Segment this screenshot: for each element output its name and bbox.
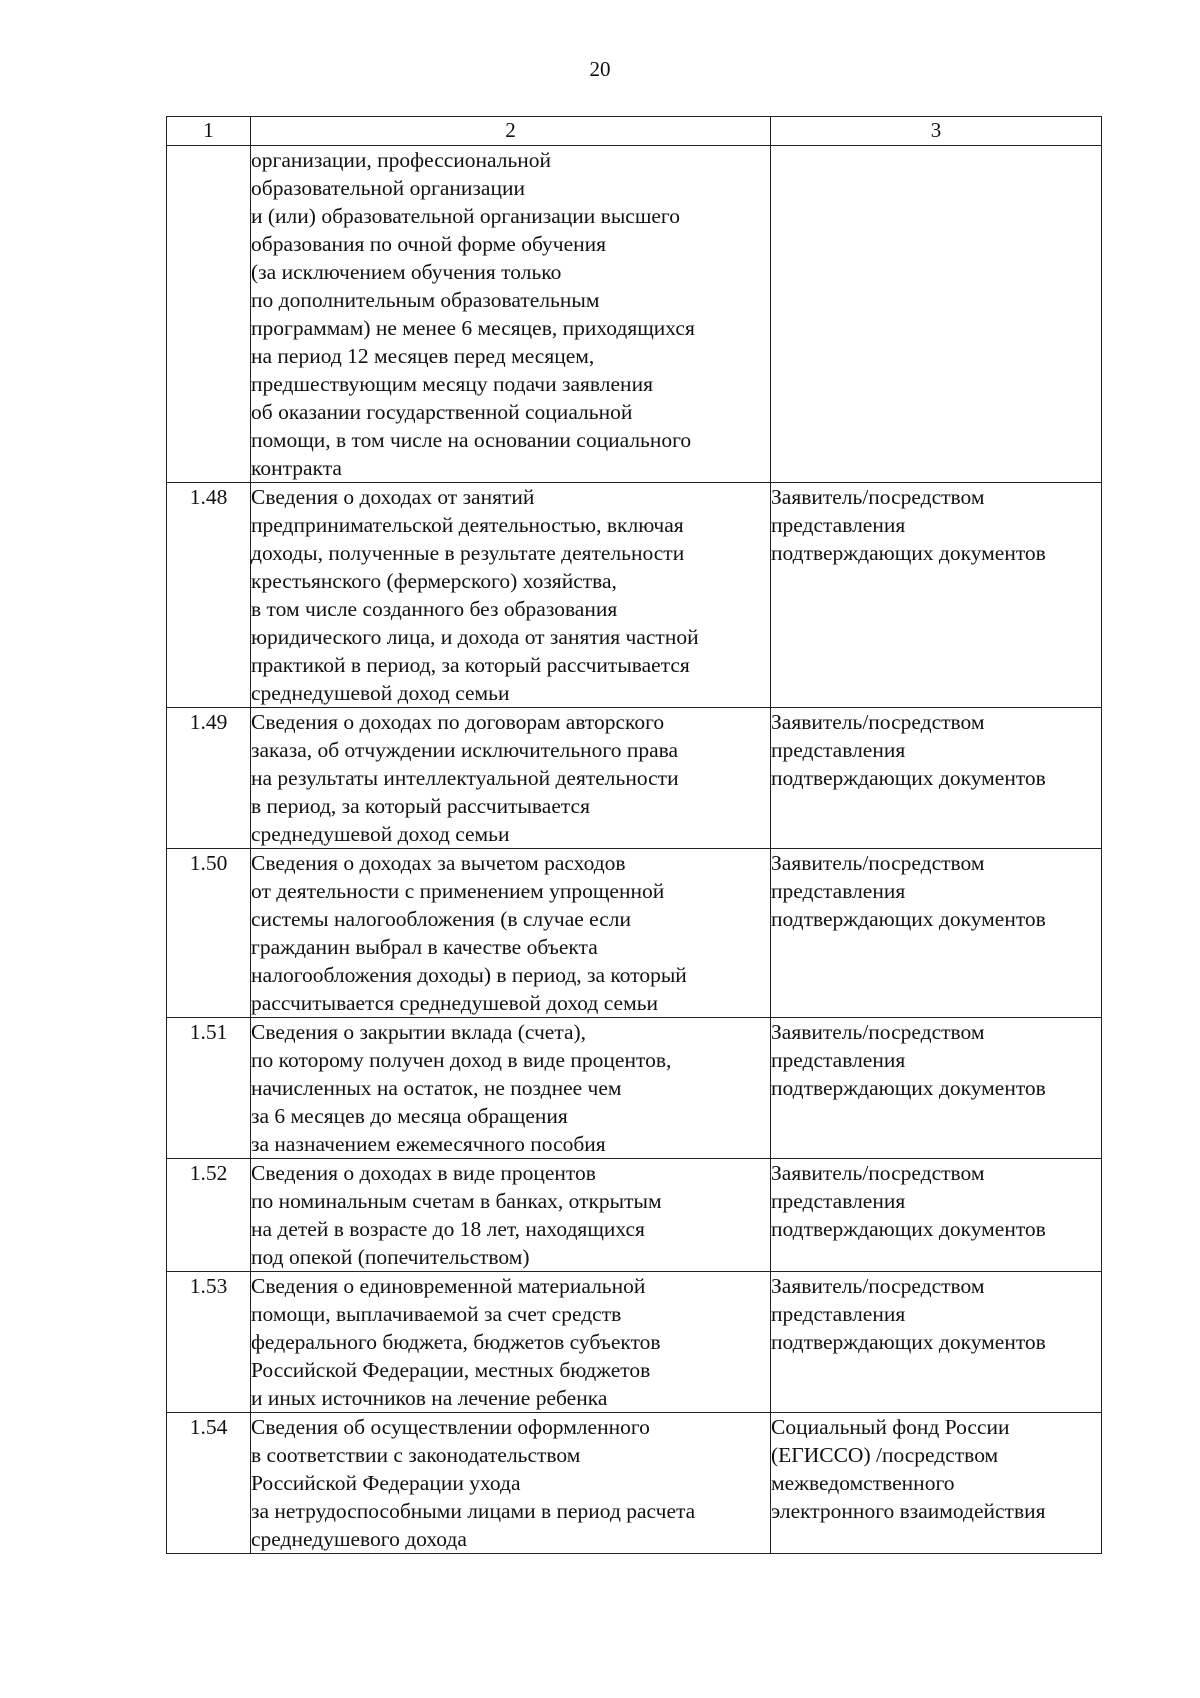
description-line: среднедушевой доход семьи <box>251 681 510 705</box>
description-line: практикой в период, за который рассчитывается <box>251 653 690 677</box>
row-description <box>251 849 771 1018</box>
source-line: Заявитель/посредством <box>771 851 985 875</box>
source-line: представления <box>771 1189 906 1213</box>
description-line: федерального бюджета, бюджетов субъектов <box>251 1330 661 1354</box>
description-line: в том числе созданного без образования <box>251 597 618 621</box>
description-line: в период, за который рассчитывается <box>251 794 590 818</box>
source-line: (ЕГИССО) /посредством <box>771 1443 999 1467</box>
table-row <box>167 1413 1102 1554</box>
description-line: юридического лица, и дохода от занятия частной <box>251 625 699 649</box>
header-row <box>167 117 1102 146</box>
table-row <box>167 483 1102 708</box>
description-line: помощи, выплачиваемой за счет средств <box>251 1302 622 1326</box>
description-line: в соответствии с законодательством <box>251 1443 581 1467</box>
description-line: контракта <box>251 456 342 480</box>
description-line: на период 12 месяцев перед месяцем, <box>251 344 595 368</box>
source-line: представления <box>771 738 906 762</box>
header-col-3: 3 <box>771 117 1102 146</box>
description-line: и иных источников на лечение ребенка <box>251 1386 608 1410</box>
row-number: 1.53 <box>167 1272 251 1413</box>
description-line: по которому получен доход в виде процентов, <box>251 1048 672 1072</box>
row-description <box>251 1272 771 1413</box>
row-source <box>771 849 1102 1018</box>
source-line: Заявитель/посредством <box>771 1274 985 1298</box>
description-line: за 6 месяцев до месяца обращения <box>251 1104 568 1128</box>
row-description <box>251 483 771 708</box>
source-line: подтверждающих документов <box>771 1217 1046 1241</box>
source-line: Заявитель/посредством <box>771 1161 985 1185</box>
description-line: образования по очной форме обучения <box>251 232 607 256</box>
header-col-2: 2 <box>251 117 771 146</box>
description-line: Сведения о доходах от занятий <box>251 485 535 509</box>
table-row <box>167 146 1102 483</box>
source-line: подтверждающих документов <box>771 1330 1046 1354</box>
table-row <box>167 1159 1102 1272</box>
page-number: 20 <box>589 57 611 81</box>
description-line: программам) не менее 6 месяцев, приходящихся <box>251 316 695 340</box>
source-line: Социальный фонд России <box>771 1415 1010 1439</box>
source-line: представления <box>771 879 906 903</box>
description-line: крестьянского (фермерского) хозяйства, <box>251 569 617 593</box>
source-line: межведомственного <box>771 1471 955 1495</box>
description-line: предшествующим месяцу подачи заявления <box>251 372 653 396</box>
row-description <box>251 1159 771 1272</box>
description-line: организации, профессиональной <box>251 148 552 172</box>
description-line: системы налогообложения (в случае если <box>251 907 632 931</box>
description-line: Российской Федерации ухода <box>251 1471 521 1495</box>
description-line: налогообложения доходы) в период, за который <box>251 963 687 987</box>
row-number: 1.54 <box>167 1413 251 1554</box>
description-line: Сведения о закрытии вклада (счета), <box>251 1020 587 1044</box>
description-line: Сведения о доходах по договорам авторского <box>251 710 665 734</box>
description-line: под опекой (попечительством) <box>251 1245 530 1269</box>
description-line: на детей в возрасте до 18 лет, находящихся <box>251 1217 645 1241</box>
row-number: 1.49 <box>167 708 251 849</box>
description-line: среднедушевого дохода <box>251 1527 467 1551</box>
row-description <box>251 1018 771 1159</box>
source-line: подтверждающих документов <box>771 766 1046 790</box>
source-line: электронного взаимодействия <box>771 1499 1046 1523</box>
source-line: представления <box>771 1048 906 1072</box>
description-line: Сведения о единовременной материальной <box>251 1274 646 1298</box>
description-line: за назначением ежемесячного пособия <box>251 1132 606 1156</box>
description-line: образовательной организации <box>251 176 525 200</box>
row-source <box>771 1159 1102 1272</box>
description-line: об оказании государственной социальной <box>251 400 633 424</box>
description-line: от деятельности с применением упрощенной <box>251 879 665 903</box>
row-number <box>167 146 251 483</box>
row-source <box>771 708 1102 849</box>
source-line: подтверждающих документов <box>771 907 1046 931</box>
row-number: 1.51 <box>167 1018 251 1159</box>
description-line: гражданин выбрал в качестве объекта <box>251 935 598 959</box>
description-line: помощи, в том числе на основании социального <box>251 428 692 452</box>
table-row <box>167 1018 1102 1159</box>
row-description <box>251 1413 771 1554</box>
header-col-1: 1 <box>167 117 251 146</box>
source-line: представления <box>771 1302 906 1326</box>
table-row <box>167 1272 1102 1413</box>
description-line: за нетрудоспособными лицами в период расчета <box>251 1499 696 1523</box>
source-line: Заявитель/посредством <box>771 1020 985 1044</box>
row-source <box>771 483 1102 708</box>
description-line: предпринимательской деятельностью, включая <box>251 513 684 537</box>
description-line: Сведения о доходах за вычетом расходов <box>251 851 626 875</box>
table-row <box>167 849 1102 1018</box>
table-row <box>167 708 1102 849</box>
source-line: подтверждающих документов <box>771 541 1046 565</box>
row-source <box>771 1272 1102 1413</box>
row-number: 1.52 <box>167 1159 251 1272</box>
source-line: Заявитель/посредством <box>771 710 985 734</box>
row-source <box>771 146 1102 483</box>
source-line: подтверждающих документов <box>771 1076 1046 1100</box>
description-line: Российской Федерации, местных бюджетов <box>251 1358 651 1382</box>
source-line: Заявитель/посредством <box>771 485 985 509</box>
description-line: по дополнительным образовательным <box>251 288 600 312</box>
description-line: Сведения об осуществлении оформленного <box>251 1415 650 1439</box>
description-line: среднедушевой доход семьи <box>251 822 510 846</box>
source-line: представления <box>771 513 906 537</box>
description-line: (за исключением обучения только <box>251 260 562 284</box>
row-source <box>771 1018 1102 1159</box>
description-line: на результаты интеллектуальной деятельности <box>251 766 679 790</box>
document-table <box>166 116 1102 1554</box>
description-line: начисленных на остаток, не позднее чем <box>251 1076 622 1100</box>
description-line: доходы, полученные в результате деятельности <box>251 541 685 565</box>
description-line: и (или) образовательной организации высшего <box>251 204 680 228</box>
description-line: рассчитывается среднедушевой доход семьи <box>251 991 658 1015</box>
description-line: Сведения о доходах в виде процентов <box>251 1161 596 1185</box>
table-body <box>167 146 1102 1554</box>
row-number: 1.48 <box>167 483 251 708</box>
table-header <box>167 117 1102 146</box>
row-description <box>251 146 771 483</box>
row-number: 1.50 <box>167 849 251 1018</box>
row-description <box>251 708 771 849</box>
description-line: по номинальным счетам в банках, открытым <box>251 1189 662 1213</box>
row-source <box>771 1413 1102 1554</box>
description-line: заказа, об отчуждении исключительного права <box>251 738 679 762</box>
